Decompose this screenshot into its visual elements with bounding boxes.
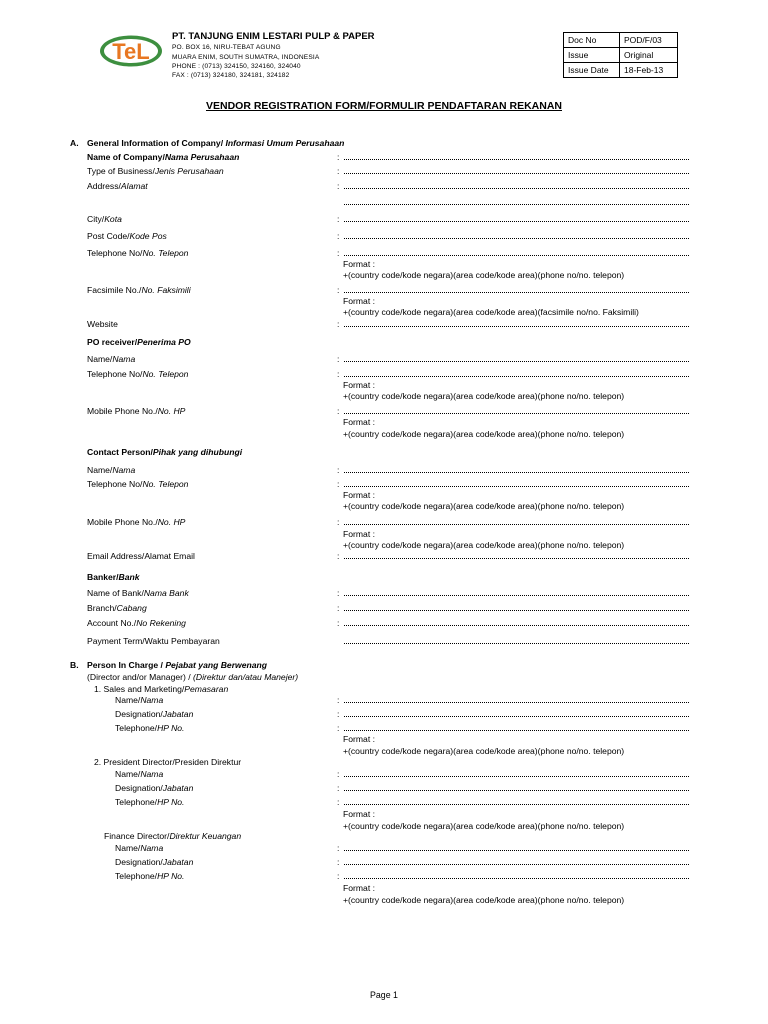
bank-name-label: Name of Bank/Nama Bank xyxy=(87,588,189,598)
city-label: City/Kota xyxy=(87,214,122,224)
section-b-subtitle: (Director and/or Manager) / (Direktur dan/atau Manejer) xyxy=(87,672,299,682)
branch-field[interactable] xyxy=(344,610,689,611)
finance-name-field[interactable] xyxy=(344,850,689,851)
colon: : xyxy=(337,723,340,733)
cp-telephone-field[interactable] xyxy=(344,486,689,487)
sales-designation-label: Designation/Jabatan xyxy=(115,709,194,719)
section-b-marker: B. xyxy=(70,660,79,670)
colon: : xyxy=(337,588,340,598)
issue-date-label: Issue Date xyxy=(564,63,620,78)
po-telephone-label: Telephone No/No. Telepon xyxy=(87,369,189,379)
facsimile-label: Facsimile No./No. Faksimili xyxy=(87,285,191,295)
finance-director-heading: Finance Director/Direktur Keuangan xyxy=(104,831,242,841)
colon: : xyxy=(337,354,340,364)
format-label: Format : xyxy=(343,529,375,539)
section-a-title: General Information of Company/ Informasi Umum Perusahaan xyxy=(87,138,345,148)
format-hint: +(country code/kode negara)(area code/kode area)(phone no/no. telepon) xyxy=(343,270,625,280)
sales-telephone-field[interactable] xyxy=(344,730,689,731)
website-field[interactable] xyxy=(344,326,689,327)
president-director-heading: 2. President Director/Presiden Direktur xyxy=(94,757,242,767)
colon: : xyxy=(337,465,340,475)
name-of-company-label: Name of Company/Nama Perusahaan xyxy=(87,152,240,162)
post-code-label: Post Code/Kode Pos xyxy=(87,231,167,241)
format-hint: +(country code/kode negara)(area code/kode area)(phone no/no. telepon) xyxy=(343,540,625,550)
cp-name-field[interactable] xyxy=(344,472,689,473)
po-name-label: Name/Nama xyxy=(87,354,136,364)
cp-mobile-field[interactable] xyxy=(344,524,689,525)
company-address-1: PO. BOX 16, NIRU-TEBAT AGUNG xyxy=(172,44,281,51)
colon: : xyxy=(337,871,340,881)
post-code-field[interactable] xyxy=(344,238,689,239)
email-label: Email Address/Alamat Email xyxy=(87,551,195,561)
finance-name-label: Name/Nama xyxy=(115,843,164,853)
colon: : xyxy=(337,857,340,867)
colon: : xyxy=(337,797,340,807)
telephone-label: Telephone No/No. Telepon xyxy=(87,248,189,258)
account-label: Account No./No Rekening xyxy=(87,618,186,628)
finance-designation-label: Designation/Jabatan xyxy=(115,857,194,867)
colon: : xyxy=(337,603,340,613)
address-label: Address/Alamat xyxy=(87,181,148,191)
page-number: Page 1 xyxy=(370,990,398,1000)
address-field-2[interactable] xyxy=(344,204,689,205)
po-receiver-heading: PO receiver/Penerima PO xyxy=(87,337,191,347)
table-row xyxy=(564,33,678,48)
issue-value: Original xyxy=(620,48,678,63)
sales-telephone-label: Telephone/HP No. xyxy=(115,723,185,733)
po-telephone-field[interactable] xyxy=(344,376,689,377)
president-telephone-label: Telephone/HP No. xyxy=(115,797,185,807)
section-b-title: Person In Charge / Pejabat yang Berwenang xyxy=(87,660,268,670)
format-label: Format : xyxy=(343,417,375,427)
address-field-1[interactable] xyxy=(344,188,689,189)
website-label: Website xyxy=(87,319,118,329)
facsimile-field[interactable] xyxy=(344,292,689,293)
colon: : xyxy=(337,551,340,561)
company-phone: PHONE : (0713) 324150, 324160, 324040 xyxy=(172,63,301,70)
issue-label: Issue xyxy=(564,48,620,63)
president-name-field[interactable] xyxy=(344,776,689,777)
form-title: VENDOR REGISTRATION FORM/FORMULIR PENDAFTARAN REKANAN xyxy=(205,100,562,112)
doc-no-value: POD/F/03 xyxy=(620,33,678,48)
branch-label: Branch/Cabang xyxy=(87,603,147,613)
format-label: Format : xyxy=(343,380,375,390)
sales-marketing-heading: 1. Sales and Marketing/Pemasaran xyxy=(94,684,229,694)
colon: : xyxy=(337,231,340,241)
po-name-field[interactable] xyxy=(344,361,689,362)
format-label: Format : xyxy=(343,490,375,500)
colon: : xyxy=(337,769,340,779)
po-mobile-label: Mobile Phone No./No. HP xyxy=(87,406,186,416)
po-mobile-field[interactable] xyxy=(344,413,689,414)
colon: : xyxy=(337,181,340,191)
section-a-marker: A. xyxy=(70,138,79,148)
format-label: Format : xyxy=(343,296,375,306)
president-designation-label: Designation/Jabatan xyxy=(115,783,194,793)
account-field[interactable] xyxy=(344,625,689,626)
president-telephone-field[interactable] xyxy=(344,804,689,805)
format-label: Format : xyxy=(343,259,375,269)
format-label: Format : xyxy=(343,734,375,744)
format-label: Format : xyxy=(343,883,375,893)
logo-text: TeL xyxy=(112,39,150,64)
colon: : xyxy=(337,248,340,258)
cp-telephone-label: Telephone No/No. Telepon xyxy=(87,479,189,489)
format-hint: +(country code/kode negara)(area code/kode area)(facsimile no/no. Faksimili) xyxy=(343,307,639,317)
company-address-2: MUARA ENIM, SOUTH SUMATRA, INDONESIA xyxy=(172,54,320,61)
president-name-label: Name/Nama xyxy=(115,769,164,779)
company-fax: FAX : (0713) 324180, 324181, 324182 xyxy=(172,72,290,79)
finance-telephone-label: Telephone/HP No. xyxy=(115,871,185,881)
format-hint: +(country code/kode negara)(area code/kode area)(phone no/no. telepon) xyxy=(343,501,625,511)
colon: : xyxy=(337,709,340,719)
colon: : xyxy=(337,783,340,793)
table-row xyxy=(564,48,678,63)
type-of-business-label: Type of Business/Jenis Perusahaan xyxy=(87,166,224,176)
colon: : xyxy=(337,214,340,224)
company-name: PT. TANJUNG ENIM LESTARI PULP & PAPER xyxy=(172,31,375,42)
finance-telephone-field[interactable] xyxy=(344,878,689,879)
colon: : xyxy=(337,517,340,527)
payment-term-field[interactable] xyxy=(344,643,689,644)
type-of-business-field[interactable] xyxy=(344,173,689,174)
colon: : xyxy=(337,152,340,162)
contact-person-heading: Contact Person/Pihak yang dihubungi xyxy=(87,447,243,457)
format-hint: +(country code/kode negara)(area code/kode area)(phone no/no. telepon) xyxy=(343,821,625,831)
colon: : xyxy=(337,618,340,628)
sales-name-field[interactable] xyxy=(344,702,689,703)
bank-name-field[interactable] xyxy=(344,595,689,596)
colon: : xyxy=(337,319,340,329)
finance-designation-field[interactable] xyxy=(344,864,689,865)
telephone-field[interactable] xyxy=(344,255,689,256)
sales-name-label: Name/Nama xyxy=(115,695,164,705)
cp-mobile-label: Mobile Phone No./No. HP xyxy=(87,517,186,527)
colon: : xyxy=(337,285,340,295)
colon: : xyxy=(337,695,340,705)
issue-date-value: 18-Feb-13 xyxy=(620,63,678,78)
colon: : xyxy=(337,369,340,379)
colon: : xyxy=(337,166,340,176)
email-field[interactable] xyxy=(344,558,689,559)
payment-term-label: Payment Term/Waktu Pembayaran xyxy=(87,636,220,646)
colon: : xyxy=(337,843,340,853)
document-control-table xyxy=(563,32,678,78)
sales-designation-field[interactable] xyxy=(344,716,689,717)
colon: : xyxy=(337,406,340,416)
cp-name-label: Name/Nama xyxy=(87,465,136,475)
colon: : xyxy=(337,479,340,489)
doc-no-label: Doc No xyxy=(564,33,620,48)
format-hint: +(country code/kode negara)(area code/kode area)(phone no/no. telepon) xyxy=(343,746,625,756)
format-hint: +(country code/kode negara)(area code/kode area)(phone no/no. telepon) xyxy=(343,895,625,905)
name-of-company-field[interactable] xyxy=(344,159,689,160)
city-field[interactable] xyxy=(344,221,689,222)
company-logo xyxy=(99,34,163,68)
format-hint: +(country code/kode negara)(area code/kode area)(phone no/no. telepon) xyxy=(343,391,625,401)
president-designation-field[interactable] xyxy=(344,790,689,791)
format-label: Format : xyxy=(343,809,375,819)
banker-heading: Banker/Bank xyxy=(87,572,140,582)
table-row xyxy=(564,63,678,78)
format-hint: +(country code/kode negara)(area code/kode area)(phone no/no. telepon) xyxy=(343,429,625,439)
